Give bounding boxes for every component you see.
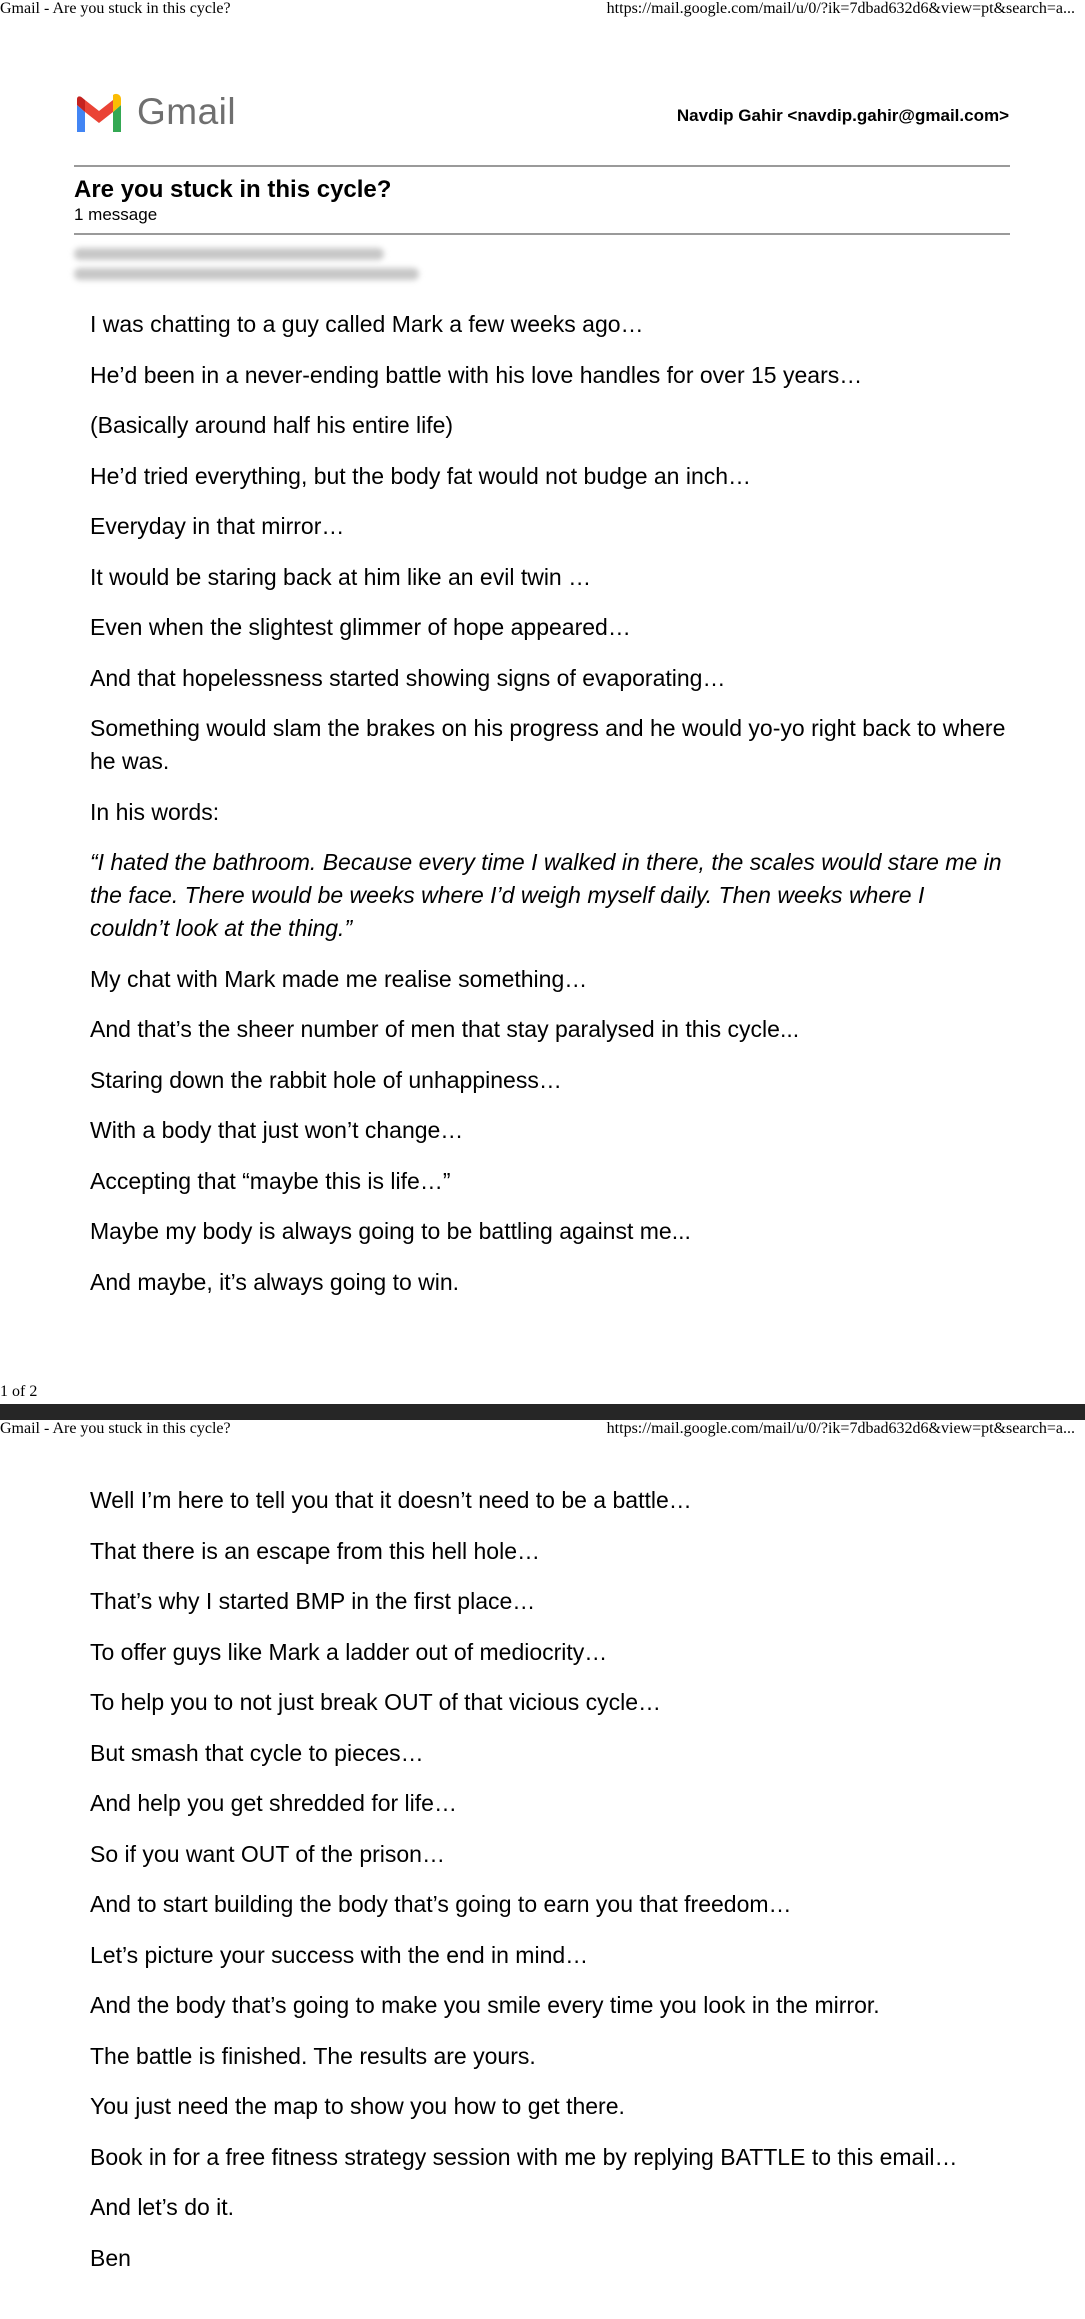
body-paragraph: You just need the map to show you how to get there. bbox=[90, 2093, 625, 2119]
print-header-url: https://mail.google.com/mail/u/0/?ik=7dbad632d6&view=pt&search=a... bbox=[606, 0, 1075, 17]
print-header-title: Gmail - Are you stuck in this cycle? bbox=[0, 0, 231, 17]
body-paragraph: And maybe, it’s always going to win. bbox=[90, 1268, 460, 1295]
body-paragraph: Book in for a free fitness strategy session with me by replying BATTLE to this email… bbox=[90, 2143, 958, 2170]
body-paragraph: Everyday in that mirror… bbox=[90, 513, 345, 539]
page-break bbox=[0, 1404, 1085, 1420]
redacted-recipient bbox=[74, 268, 419, 280]
body-paragraph: Staring down the rabbit hole of unhappiness… bbox=[90, 1066, 562, 1093]
print-header-title: Gmail - Are you stuck in this cycle? bbox=[0, 1420, 231, 1437]
gmail-logo bbox=[73, 91, 236, 133]
print-page-header bbox=[0, 0, 1085, 20]
body-paragraph: Maybe my body is always going to be battling against me... bbox=[90, 1218, 691, 1244]
body-paragraph: (Basically around half his entire life) bbox=[90, 412, 454, 438]
message-count: 1 message bbox=[74, 205, 158, 224]
gmail-m-icon bbox=[73, 92, 125, 132]
body-paragraph: With a body that just won’t change… bbox=[90, 1117, 464, 1143]
body-paragraph: In his words: bbox=[90, 798, 220, 825]
body-paragraph: I was chatting to a guy called Mark a few weeks ago… bbox=[90, 311, 644, 337]
email-body-page2 bbox=[90, 1484, 1010, 2292]
header-rule bbox=[74, 165, 1010, 167]
body-paragraph: That’s why I started BMP in the first place… bbox=[90, 1588, 536, 1614]
email-body-page1 bbox=[90, 308, 1010, 1316]
body-paragraph: He’d tried everything, but the body fat would not budge an inch… bbox=[90, 462, 752, 489]
body-paragraph: To offer guys like Mark a ladder out of mediocrity… bbox=[90, 1638, 608, 1665]
print-page-footer: 1 of 2 bbox=[0, 1383, 38, 1400]
body-paragraph: My chat with Mark made me realise something… bbox=[90, 965, 588, 992]
body-paragraph: The battle is finished. The results are yours. bbox=[90, 2042, 536, 2069]
body-paragraph: That there is an escape from this hell hole… bbox=[90, 1537, 541, 1564]
body-paragraph: Accepting that “maybe this is life…” bbox=[90, 1167, 451, 1194]
body-paragraph: Something would slam the brakes on his progress and he would yo-yo right back to where he was. bbox=[90, 715, 1006, 774]
body-paragraph: Let’s picture your success with the end in mind… bbox=[90, 1941, 589, 1968]
body-paragraph: So if you want OUT of the prison… bbox=[90, 1840, 445, 1867]
body-paragraph: And the body that’s going to make you smile every time you look in the mirror. bbox=[90, 1992, 880, 2018]
subject-rule bbox=[74, 233, 1010, 235]
body-paragraph: He’d been in a never-ending battle with his love handles for over 15 years… bbox=[90, 361, 863, 388]
body-paragraph: And let’s do it. bbox=[90, 2194, 235, 2220]
body-paragraph: And that’s the sheer number of men that stay paralysed in this cycle... bbox=[90, 1016, 800, 1042]
body-paragraph: Even when the slightest glimmer of hope appeared… bbox=[90, 614, 631, 640]
body-paragraph: And that hopelessness started showing signs of evaporating… bbox=[90, 664, 726, 691]
body-paragraph: “I hated the bathroom. Because every time I walked in there, the scales would stare me in the face. There would be weeks where I’d weigh myself daily. Then weeks where I couldn’t look at the thing.” bbox=[90, 849, 1002, 941]
body-paragraph: And help you get shredded for life… bbox=[90, 1790, 457, 1816]
email-subject: Are you stuck in this cycle? bbox=[74, 176, 392, 203]
print-page-header-2 bbox=[0, 1420, 1085, 1440]
body-paragraph: Well I’m here to tell you that it doesn’t need to be a battle… bbox=[90, 1487, 692, 1513]
print-header-url: https://mail.google.com/mail/u/0/?ik=7dbad632d6&view=pt&search=a... bbox=[606, 1420, 1075, 1437]
body-paragraph: It would be staring back at him like an evil twin … bbox=[90, 563, 592, 590]
gmail-wordmark: Gmail bbox=[137, 91, 237, 132]
account-address: Navdip Gahir <navdip.gahir@gmail.com> bbox=[676, 106, 1009, 125]
body-paragraph: Ben bbox=[90, 2244, 131, 2271]
body-paragraph: And to start building the body that’s going to earn you that freedom… bbox=[90, 1891, 792, 1917]
body-paragraph: But smash that cycle to pieces… bbox=[90, 1739, 424, 1766]
redacted-sender bbox=[74, 248, 384, 260]
body-paragraph: To help you to not just break OUT of that vicious cycle… bbox=[90, 1689, 662, 1715]
